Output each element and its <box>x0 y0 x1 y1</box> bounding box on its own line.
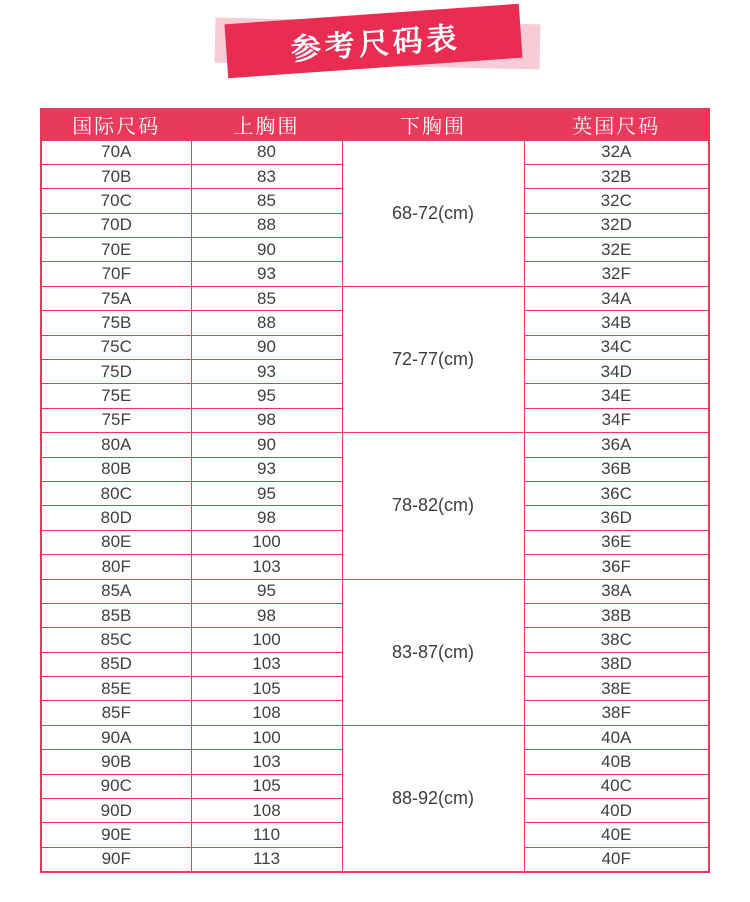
cell-bust: 105 <box>191 677 342 701</box>
cell-uk: 34B <box>524 311 709 335</box>
table-row <box>41 140 709 164</box>
cell-uk: 38E <box>524 677 709 701</box>
cell-intl: 85B <box>41 603 191 627</box>
column-header-under-bust: 下胸围 <box>342 109 524 140</box>
cell-uk: 38A <box>524 579 709 603</box>
cell-bust: 100 <box>191 530 342 554</box>
cell-bust: 93 <box>191 262 342 286</box>
cell-uk: 36B <box>524 457 709 481</box>
cell-bust: 108 <box>191 799 342 823</box>
cell-bust: 105 <box>191 774 342 798</box>
cell-uk: 40B <box>524 750 709 774</box>
cell-underbust-range: 88-92(cm) <box>342 725 524 871</box>
cell-bust: 103 <box>191 750 342 774</box>
cell-uk: 34A <box>524 286 709 310</box>
cell-uk: 38D <box>524 652 709 676</box>
cell-uk: 32D <box>524 213 709 237</box>
cell-intl: 85D <box>41 652 191 676</box>
cell-bust: 90 <box>191 238 342 262</box>
cell-intl: 80A <box>41 433 191 457</box>
cell-bust: 98 <box>191 408 342 432</box>
cell-uk: 36A <box>524 433 709 457</box>
cell-intl: 75B <box>41 311 191 335</box>
cell-bust: 103 <box>191 652 342 676</box>
cell-underbust-range: 78-82(cm) <box>342 433 524 579</box>
cell-bust: 88 <box>191 311 342 335</box>
cell-bust: 98 <box>191 603 342 627</box>
cell-intl: 70B <box>41 164 191 188</box>
cell-intl: 75E <box>41 384 191 408</box>
table-row <box>41 286 709 310</box>
table-header-row <box>41 109 709 140</box>
cell-bust: 113 <box>191 847 342 871</box>
cell-bust: 85 <box>191 286 342 310</box>
cell-intl: 90D <box>41 799 191 823</box>
cell-bust: 93 <box>191 360 342 384</box>
cell-underbust-range: 83-87(cm) <box>342 579 524 725</box>
cell-intl: 70E <box>41 238 191 262</box>
cell-uk: 40E <box>524 823 709 847</box>
cell-intl: 80F <box>41 555 191 579</box>
cell-bust: 90 <box>191 433 342 457</box>
cell-intl: 70C <box>41 189 191 213</box>
cell-uk: 36C <box>524 481 709 505</box>
cell-uk: 38F <box>524 701 709 725</box>
cell-uk: 34C <box>524 335 709 359</box>
cell-intl: 75F <box>41 408 191 432</box>
cell-uk: 36E <box>524 530 709 554</box>
title-banner <box>0 0 750 100</box>
cell-intl: 90A <box>41 725 191 749</box>
cell-bust: 100 <box>191 725 342 749</box>
cell-intl: 80E <box>41 530 191 554</box>
cell-bust: 108 <box>191 701 342 725</box>
cell-underbust-range: 68-72(cm) <box>342 140 524 286</box>
cell-intl: 80C <box>41 481 191 505</box>
cell-uk: 40C <box>524 774 709 798</box>
cell-intl: 70F <box>41 262 191 286</box>
cell-uk: 40A <box>524 725 709 749</box>
cell-intl: 80B <box>41 457 191 481</box>
column-header-international-size: 国际尺码 <box>41 109 191 140</box>
cell-bust: 95 <box>191 481 342 505</box>
cell-bust: 80 <box>191 140 342 164</box>
cell-uk: 34F <box>524 408 709 432</box>
cell-bust: 85 <box>191 189 342 213</box>
cell-bust: 95 <box>191 579 342 603</box>
cell-bust: 90 <box>191 335 342 359</box>
cell-intl: 70A <box>41 140 191 164</box>
table-row <box>41 725 709 749</box>
cell-intl: 75A <box>41 286 191 310</box>
cell-bust: 103 <box>191 555 342 579</box>
table-row <box>41 579 709 603</box>
cell-uk: 34E <box>524 384 709 408</box>
cell-intl: 90E <box>41 823 191 847</box>
cell-uk: 36F <box>524 555 709 579</box>
column-header-uk-size: 英国尺码 <box>524 109 709 140</box>
cell-bust: 110 <box>191 823 342 847</box>
cell-bust: 93 <box>191 457 342 481</box>
cell-uk: 32C <box>524 189 709 213</box>
cell-uk: 38B <box>524 603 709 627</box>
cell-uk: 32A <box>524 140 709 164</box>
cell-underbust-range: 72-77(cm) <box>342 286 524 432</box>
cell-uk: 32E <box>524 238 709 262</box>
cell-intl: 85C <box>41 628 191 652</box>
table-row <box>41 433 709 457</box>
cell-intl: 85A <box>41 579 191 603</box>
cell-intl: 70D <box>41 213 191 237</box>
cell-bust: 88 <box>191 213 342 237</box>
cell-uk: 40D <box>524 799 709 823</box>
cell-bust: 83 <box>191 164 342 188</box>
cell-intl: 75D <box>41 360 191 384</box>
cell-uk: 32F <box>524 262 709 286</box>
cell-intl: 90C <box>41 774 191 798</box>
cell-uk: 34D <box>524 360 709 384</box>
cell-intl: 75C <box>41 335 191 359</box>
cell-bust: 100 <box>191 628 342 652</box>
cell-uk: 38C <box>524 628 709 652</box>
cell-uk: 32B <box>524 164 709 188</box>
cell-uk: 40F <box>524 847 709 871</box>
column-header-upper-bust: 上胸围 <box>191 109 342 140</box>
size-reference-table <box>40 108 710 873</box>
page-title: 参考尺码表 <box>289 21 462 67</box>
cell-uk: 36D <box>524 506 709 530</box>
cell-intl: 80D <box>41 506 191 530</box>
cell-bust: 95 <box>191 384 342 408</box>
cell-intl: 90B <box>41 750 191 774</box>
cell-intl: 85E <box>41 677 191 701</box>
cell-intl: 85F <box>41 701 191 725</box>
cell-bust: 98 <box>191 506 342 530</box>
cell-intl: 90F <box>41 847 191 871</box>
